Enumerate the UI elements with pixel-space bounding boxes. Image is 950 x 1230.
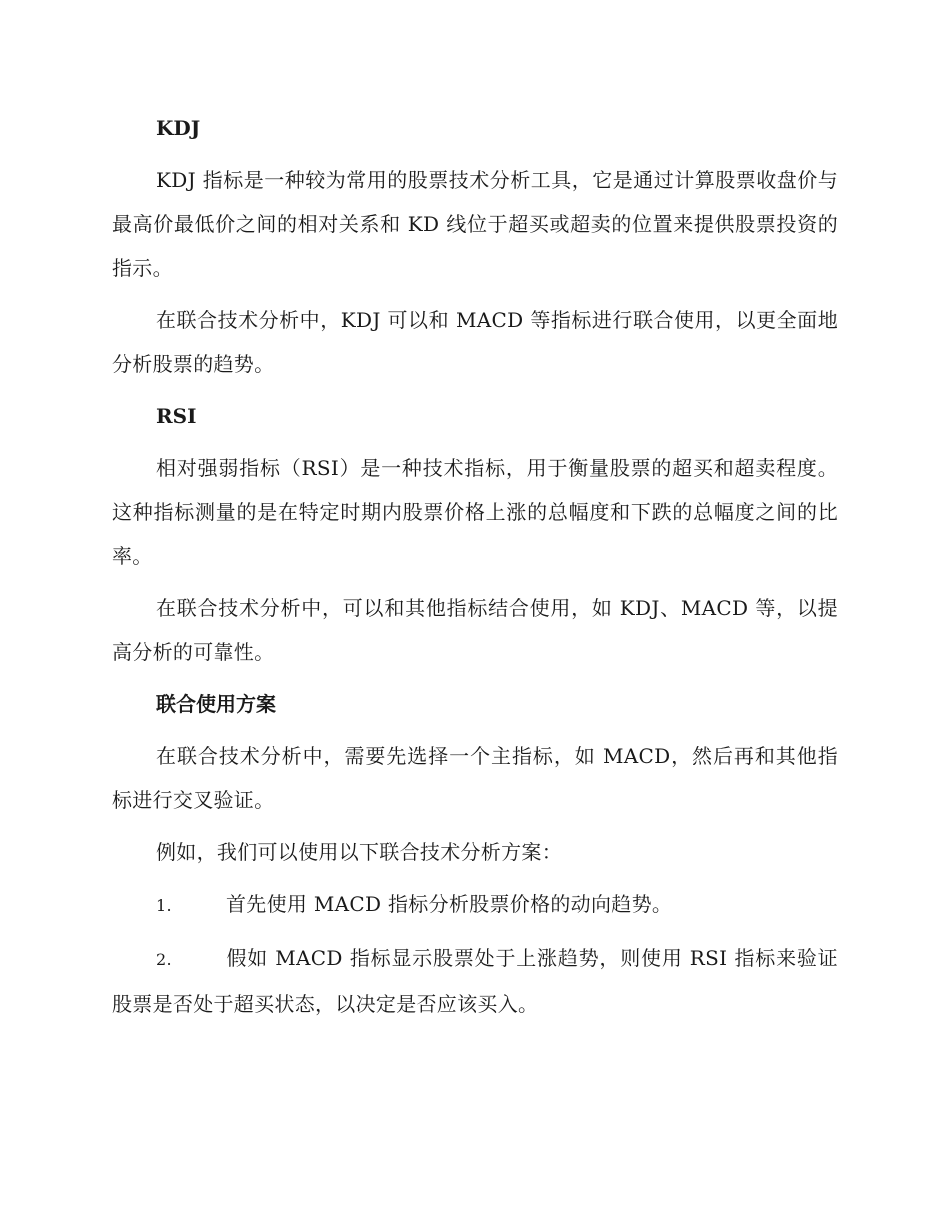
list-item-text: 首先使用 MACD 指标分析股票价格的动向趋势。: [226, 892, 673, 916]
paragraph: 在联合技术分析中，可以和其他指标结合使用，如 KDJ、MACD 等，以提高分析的可靠性。: [112, 596, 838, 664]
paragraph: 相对强弱指标（RSI）是一种技术指标，用于衡量股票的超买和超卖程度。这种指标测量的是在特定时期内股票价格上涨的总幅度和下跌的总幅度之间的比率。: [112, 456, 838, 568]
section-heading-combined: 联合使用方案: [156, 692, 276, 716]
list-item: [112, 936, 838, 1026]
section-heading-kdj: KDJ: [156, 116, 201, 140]
paragraph: 在联合技术分析中，KDJ 可以和 MACD 等指标进行联合使用，以更全面地分析股票的趋势。: [112, 308, 838, 376]
list-number: 2.: [156, 950, 172, 969]
paragraph: 例如，我们可以使用以下联合技术分析方案：: [156, 840, 562, 864]
paragraph: 在联合技术分析中，需要先选择一个主指标，如 MACD，然后再和其他指标进行交叉验证。: [112, 744, 838, 812]
document-page: [112, 106, 838, 1034]
list-item-text: 假如 MACD 指标显示股票处于上涨趋势，则使用 RSI 指标来验证股票是否处于超买状态，以决定是否应该买入。: [112, 946, 838, 1016]
list-item: [112, 882, 838, 928]
section-heading-rsi: RSI: [156, 404, 197, 428]
list-number: 1.: [156, 896, 172, 915]
paragraph: KDJ 指标是一种较为常用的股票技术分析工具，它是通过计算股票收盘价与最高价最低价之间的相对关系和 KD 线位于超买或超卖的位置来提供股票投资的指示。: [112, 168, 838, 280]
